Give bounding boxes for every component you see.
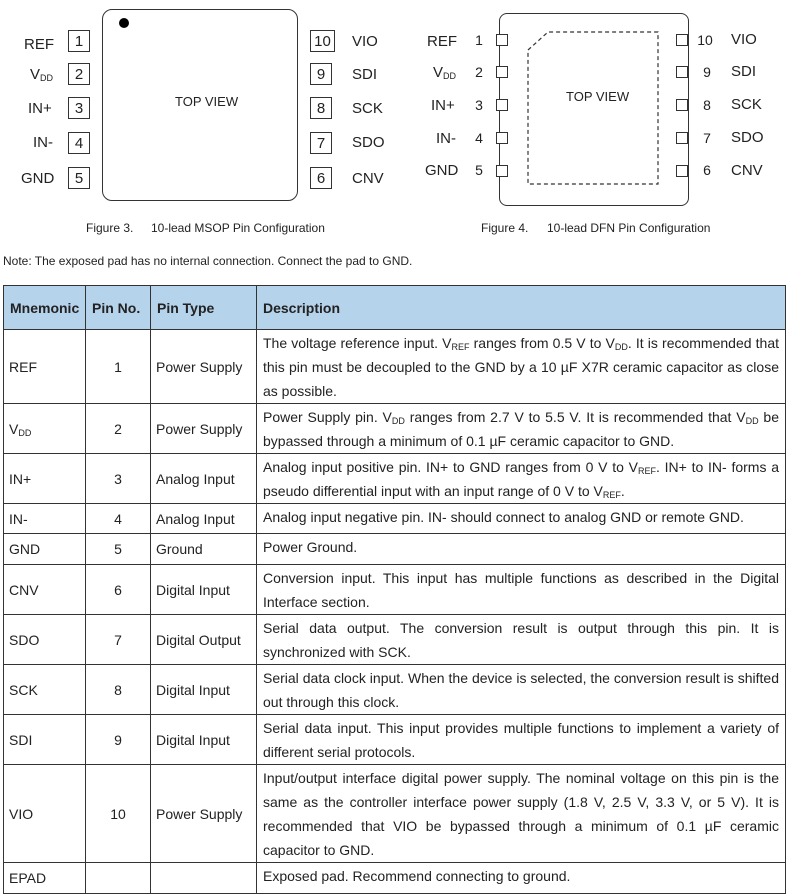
cell-description: Power Ground.	[257, 534, 786, 565]
header-pin-type: Pin Type	[151, 286, 257, 330]
msop-pin-label: SDO	[352, 134, 385, 151]
cell-description: Exposed pad. Recommend connecting to ground.	[257, 863, 786, 894]
dfn-pad	[496, 99, 508, 111]
msop-pin-label: IN+	[28, 100, 52, 117]
pin-description-table	[3, 285, 786, 894]
dfn-pad	[676, 132, 688, 144]
table-row	[4, 504, 786, 534]
msop-pin-number: 9	[310, 63, 332, 85]
header-pin-no: Pin No.	[86, 286, 151, 330]
table-row	[4, 330, 786, 404]
cell-description: Analog input negative pin. IN- should connect to analog GND or remote GND.	[257, 504, 786, 534]
cell-pin-no: 6	[86, 565, 151, 615]
cell-pin-no: 2	[86, 404, 151, 454]
table-row	[4, 565, 786, 615]
top-view-label: TOP VIEW	[566, 89, 630, 104]
cell-pin-no: 9	[86, 715, 151, 765]
msop-pin-label: VIO	[352, 33, 378, 50]
cell-mnemonic: $V_{DD}$	[4, 404, 86, 454]
cell-mnemonic: SCK	[4, 665, 86, 715]
exposed-pad-outline	[520, 28, 670, 188]
table-row	[4, 765, 786, 863]
table-row	[4, 534, 786, 565]
cell-mnemonic: IN+	[4, 454, 86, 504]
dfn-pin-number: 2	[475, 64, 483, 80]
table-row	[4, 715, 786, 765]
cell-mnemonic: SDO	[4, 615, 86, 665]
msop-pin-number: 4	[68, 132, 90, 154]
exposed-pad-note: Note: The exposed pad has no internal connection. Connect the pad to GND.	[3, 254, 413, 268]
cell-pin-type: Power Supply	[151, 330, 257, 404]
dfn-pad	[496, 165, 508, 177]
cell-description: Input/output interface digital power supply. The nominal voltage on this pin is the same as the controller interface power supply (1.8 V, 2.5 V, 3.3 V, or 5 V). It is recommended that VIO be bypassed through a minimum of 0.1 µF ceramic capacitor to GND.	[257, 765, 786, 863]
dfn-pin-label: IN+	[431, 97, 455, 114]
msop-pin-number: 5	[68, 167, 90, 189]
dfn-pin-number: 3	[475, 97, 483, 113]
dfn-pin-number: 10	[697, 32, 713, 48]
msop-pin-number: 3	[68, 97, 90, 119]
figure4-caption-number: Figure 4.	[481, 221, 529, 235]
figure4-caption-text: 10-lead DFN Pin Configuration	[547, 221, 711, 235]
cell-pin-no: 7	[86, 615, 151, 665]
cell-mnemonic: EPAD	[4, 863, 86, 894]
dfn-pin-label: $V_{DD}$	[433, 64, 457, 81]
dfn-pin-number: 5	[475, 162, 483, 178]
dfn-pad	[496, 34, 508, 46]
msop-pin-label: REF	[24, 36, 54, 53]
cell-pin-type: Analog Input	[151, 504, 257, 534]
dfn-pin-label: SDI	[731, 63, 757, 80]
table-row	[4, 404, 786, 454]
table-row	[4, 863, 786, 894]
msop-pin-number: 8	[310, 97, 332, 119]
cell-pin-no: 3	[86, 454, 151, 504]
cell-mnemonic: SDI	[4, 715, 86, 765]
top-view-label: TOP VIEW	[175, 94, 239, 109]
header-mnemonic: Mnemonic	[4, 286, 86, 330]
cell-mnemonic: CNV	[4, 565, 86, 615]
dfn-pin-label: SCK	[731, 96, 762, 113]
cell-pin-type: Digital Input	[151, 565, 257, 615]
msop-pin-number: 1	[68, 30, 90, 52]
cell-pin-type: Power Supply	[151, 404, 257, 454]
msop-pin-label: SCK	[352, 100, 383, 117]
msop-pin-number: 6	[310, 167, 332, 189]
cell-description: Analog input positive pin. IN+ to GND ranges from 0 V to $V_{REF}$. IN+ to IN- forms a pseudo differential input with an input range of 0 V to $V_{REF}$.	[257, 454, 786, 504]
dfn-pad	[676, 99, 688, 111]
cell-description: Conversion input. This input has multiple functions as described in the Digital Interface section.	[257, 565, 786, 615]
dfn-pin-label: IN-	[436, 130, 456, 147]
cell-mnemonic: GND	[4, 534, 86, 565]
dfn-pad	[676, 66, 688, 78]
dfn-pin-number: 7	[703, 130, 711, 146]
cell-pin-type: Digital Output	[151, 615, 257, 665]
cell-pin-type: Digital Input	[151, 715, 257, 765]
cell-mnemonic: IN-	[4, 504, 86, 534]
msop-package-body	[102, 9, 298, 201]
msop-pin-label: IN-	[33, 134, 53, 151]
cell-pin-type	[151, 863, 257, 894]
msop-pin-label: GND	[21, 170, 55, 187]
dfn-pad	[496, 66, 508, 78]
cell-pin-type: Power Supply	[151, 765, 257, 863]
msop-pin-number: 10	[310, 30, 335, 52]
table-row	[4, 665, 786, 715]
cell-pin-no	[86, 863, 151, 894]
msop-pin-label: $V_{DD}$	[30, 66, 54, 83]
dfn-pin-label: VIO	[731, 31, 757, 48]
cell-description: Power Supply pin. $V_{DD}$ ranges from 2.7 V to 5.5 V. It is recommended that $V_{DD}$ be bypassed through a minimum of 0.1 µF ceramic capacitor to GND.	[257, 404, 786, 454]
cell-pin-no: 8	[86, 665, 151, 715]
cell-description: Serial data clock input. When the device is selected, the conversion result is shifted out through this clock.	[257, 665, 786, 715]
dfn-pin-label: SDO	[731, 129, 764, 146]
dfn-pin-number: 1	[475, 32, 483, 48]
pin1-marker-dot	[119, 18, 129, 28]
figure3-caption-number: Figure 3.	[86, 221, 134, 235]
dfn-pin-number: 4	[475, 130, 483, 146]
cell-mnemonic: REF	[4, 330, 86, 404]
dfn-pad	[676, 165, 688, 177]
cell-pin-type: Ground	[151, 534, 257, 565]
table-row	[4, 615, 786, 665]
table-header-row	[4, 286, 786, 330]
cell-pin-no: 1	[86, 330, 151, 404]
dfn-pin-label: CNV	[731, 162, 763, 179]
cell-pin-type: Digital Input	[151, 665, 257, 715]
cell-description: Serial data input. This input provides multiple functions to implement a variety of different serial protocols.	[257, 715, 786, 765]
dfn-pad	[676, 34, 688, 46]
dfn-pin-number: 8	[703, 97, 711, 113]
cell-mnemonic: VIO	[4, 765, 86, 863]
table-row	[4, 454, 786, 504]
cell-pin-no: 4	[86, 504, 151, 534]
msop-pin-label: CNV	[352, 170, 384, 187]
dfn-pin-label: REF	[427, 33, 457, 50]
cell-pin-no: 5	[86, 534, 151, 565]
header-description: Description	[257, 286, 786, 330]
msop-pin-number: 2	[68, 63, 90, 85]
cell-pin-no: 10	[86, 765, 151, 863]
cell-pin-type: Analog Input	[151, 454, 257, 504]
dfn-pin-number: 9	[703, 64, 711, 80]
cell-description: Serial data output. The conversion result is output through this pin. It is synchronized with SCK.	[257, 615, 786, 665]
dfn-pin-number: 6	[703, 162, 711, 178]
cell-description: The voltage reference input. $V_{REF}$ ranges from 0.5 V to $V_{DD}$. It is recommended that this pin must be decoupled to the GND by a 10 µF X7R ceramic capacitor as close as possible.	[257, 330, 786, 404]
figure3-caption-text: 10-lead MSOP Pin Configuration	[151, 221, 325, 235]
msop-pin-number: 7	[310, 132, 332, 154]
dfn-pin-label: GND	[425, 162, 459, 179]
msop-pin-label: SDI	[352, 66, 378, 83]
dfn-pad	[496, 132, 508, 144]
